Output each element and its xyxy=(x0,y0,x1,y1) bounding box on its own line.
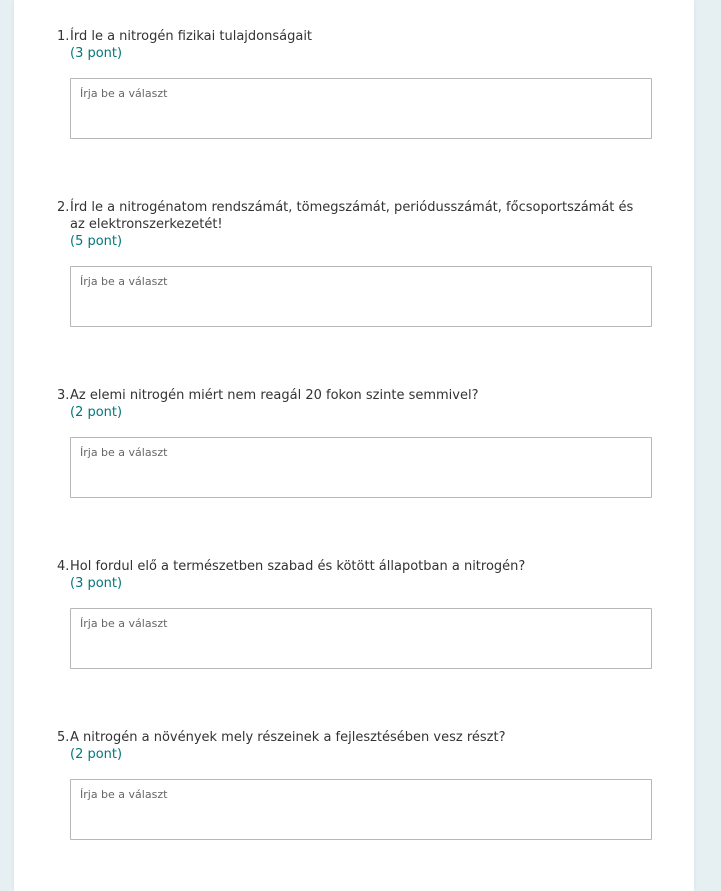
question-1-points: (3 pont) xyxy=(70,46,123,61)
question-3-answer-input[interactable] xyxy=(71,438,651,497)
question-4-answer-box[interactable] xyxy=(70,608,652,669)
question-5-points: (2 pont) xyxy=(70,747,123,762)
question-1-text: Írd le a nitrogén fizikai tulajdonságait xyxy=(70,29,313,44)
question-1-title xyxy=(57,28,637,62)
question-2-number: 2. xyxy=(57,200,70,215)
question-4-answer-input[interactable] xyxy=(71,609,651,668)
question-1-answer-input[interactable] xyxy=(71,79,651,138)
question-5-title xyxy=(57,729,637,763)
question-2-answer-box[interactable] xyxy=(70,266,652,327)
question-3-points: (2 pont) xyxy=(70,405,123,420)
question-3-number: 3. xyxy=(57,388,70,403)
question-5-answer-box[interactable] xyxy=(70,779,652,840)
question-4-title xyxy=(57,558,637,592)
question-5-answer-input[interactable] xyxy=(71,780,651,839)
question-1-number: 1. xyxy=(57,29,70,44)
question-4-text: Hol fordul elő a természetben szabad és kötött állapotban a nitrogén? xyxy=(70,559,526,574)
question-5-number: 5. xyxy=(57,730,70,745)
question-2-title xyxy=(57,199,637,250)
question-3-answer-box[interactable] xyxy=(70,437,652,498)
question-3-title xyxy=(57,387,637,421)
question-2-points: (5 pont) xyxy=(70,234,123,249)
question-1-answer-box[interactable] xyxy=(70,78,652,139)
form-card xyxy=(14,0,694,891)
question-2-answer-input[interactable] xyxy=(71,267,651,326)
question-3-text: Az elemi nitrogén miért nem reagál 20 fokon szinte semmivel? xyxy=(70,388,479,403)
question-4-number: 4. xyxy=(57,559,70,574)
question-4-points: (3 pont) xyxy=(70,576,123,591)
question-5-text: A nitrogén a növények mely részeinek a fejlesztésében vesz részt? xyxy=(70,730,506,745)
question-2-text: Írd le a nitrogénatom rendszámát, tömegszámát, periódusszámát, főcsoportszámát és az elektronszerkezetét! xyxy=(70,200,634,232)
